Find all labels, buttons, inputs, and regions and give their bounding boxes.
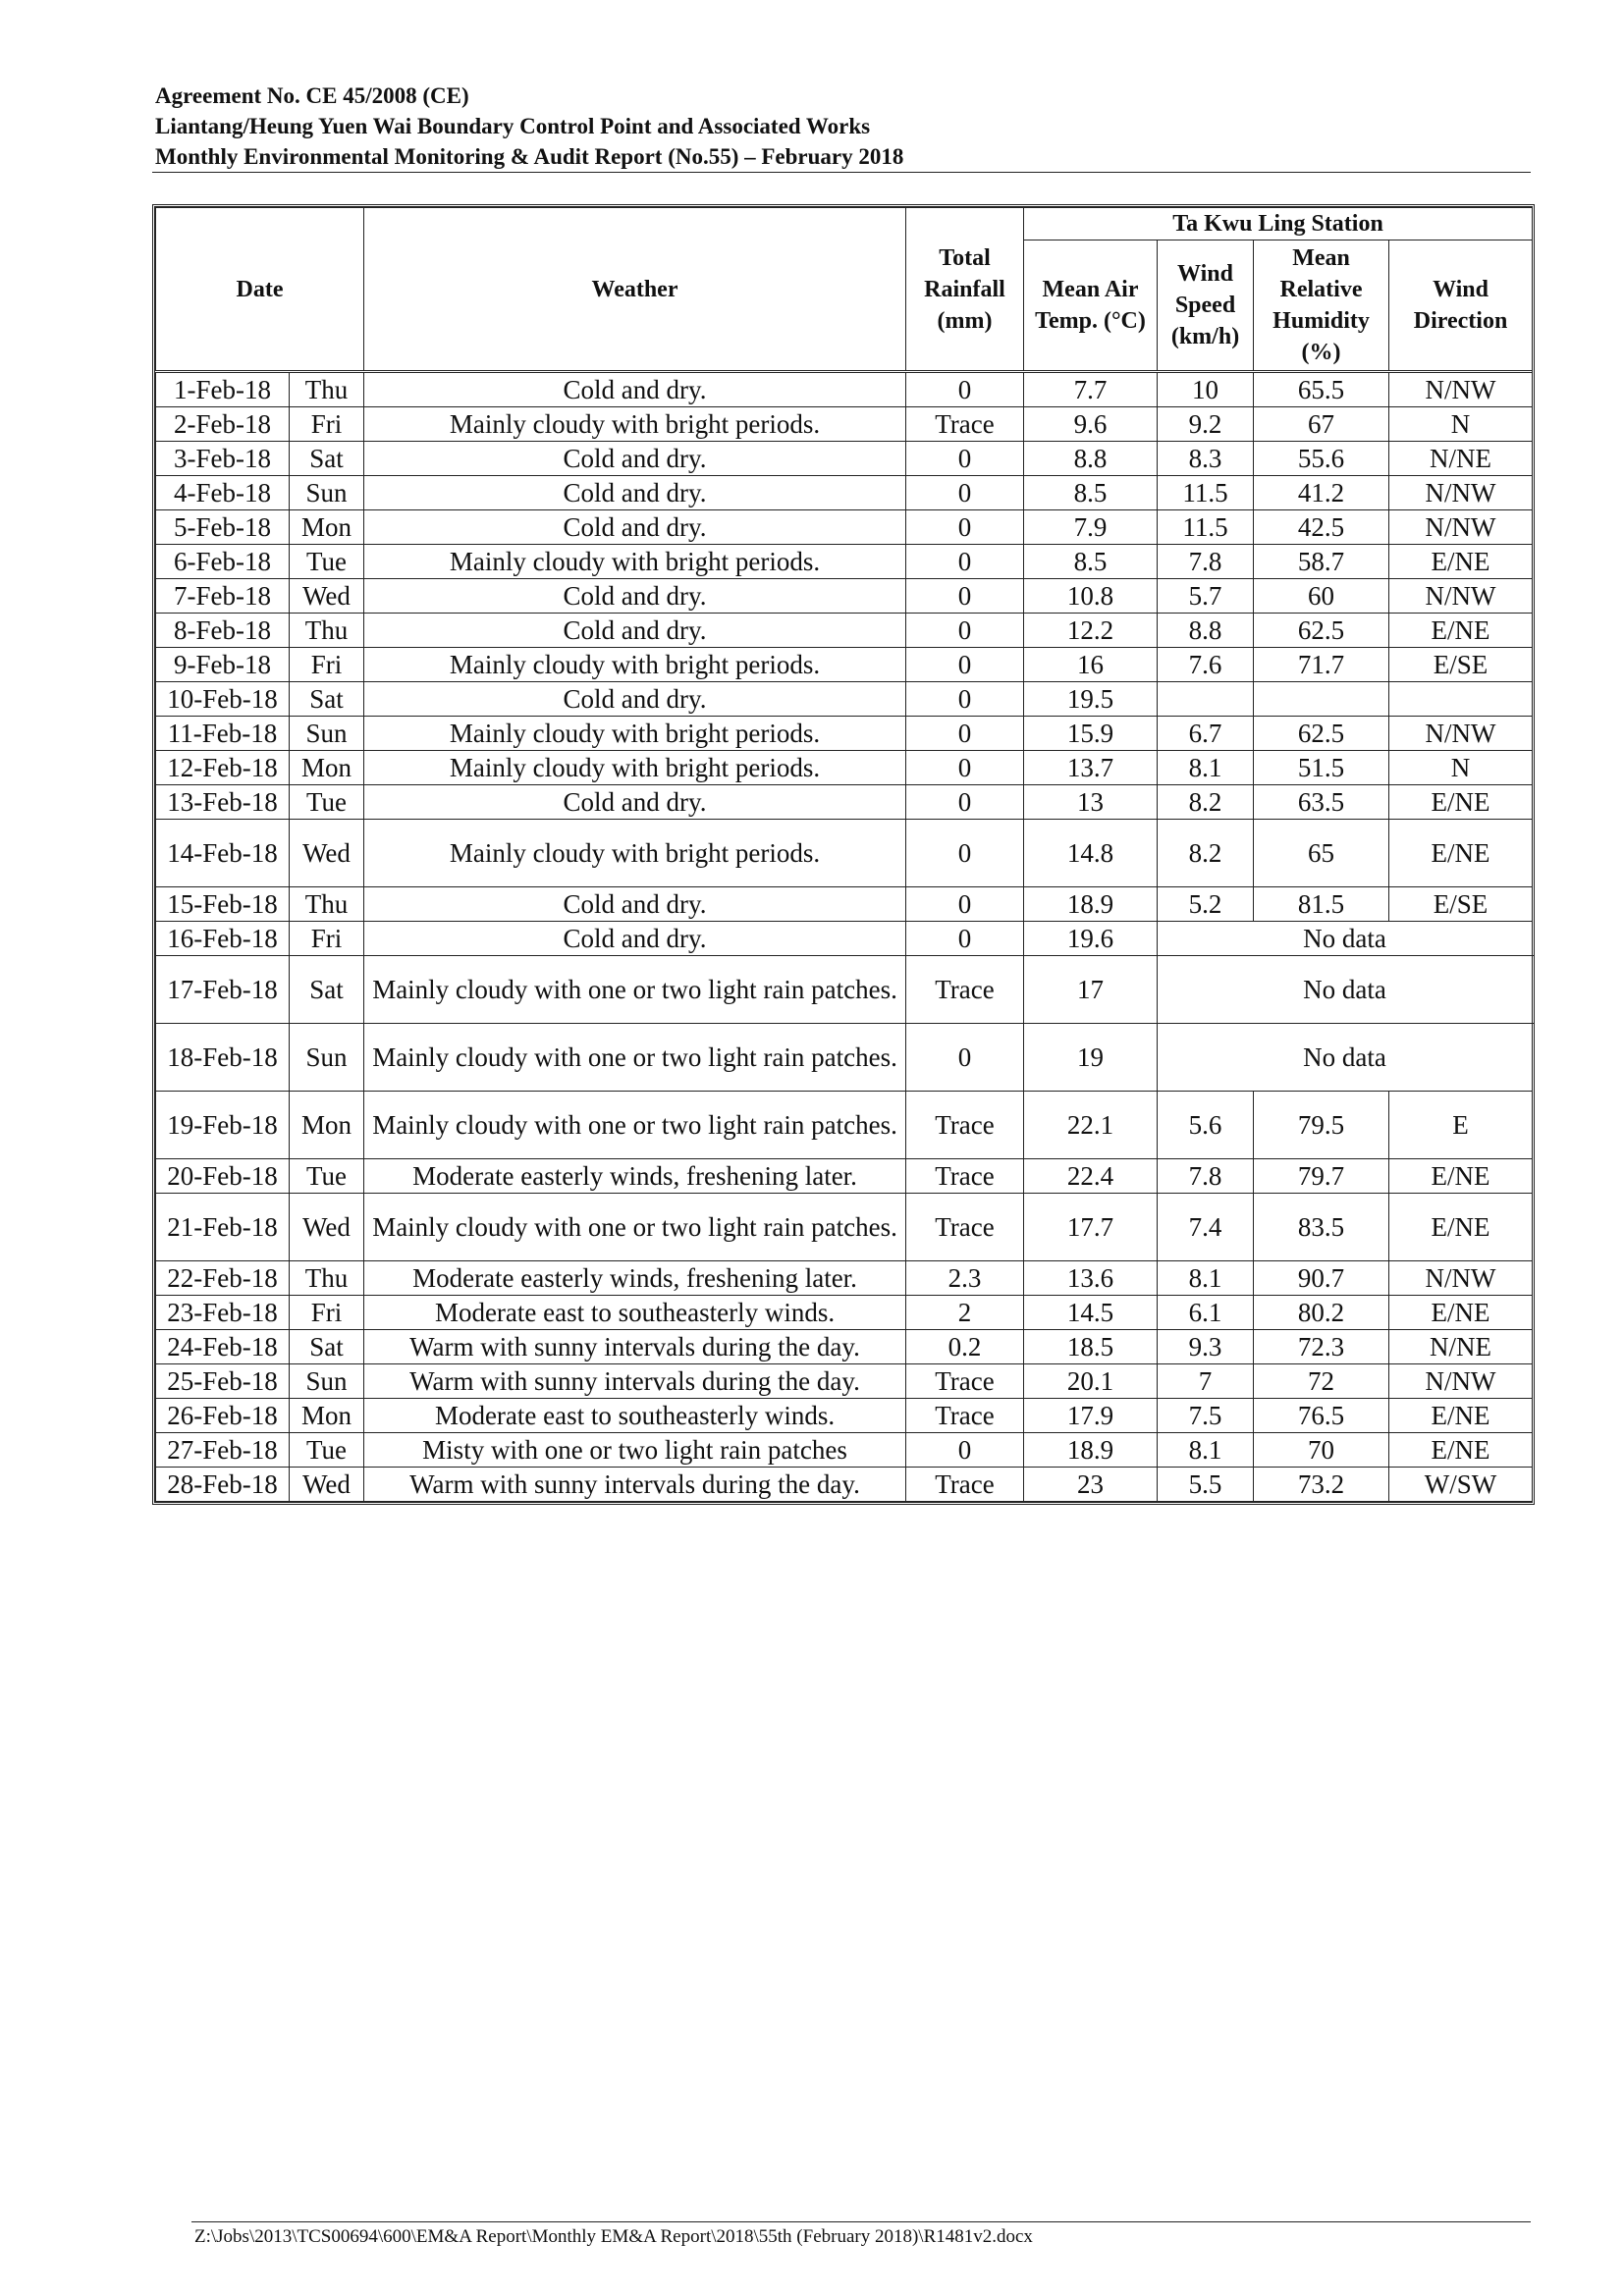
weather-table-frame [152, 204, 1535, 1505]
header-divider [152, 172, 1531, 173]
cell-date: 4-Feb-18 [156, 476, 290, 510]
cell-day: Tue [290, 1159, 364, 1194]
project-title: Liantang/Heung Yuen Wai Boundary Control Point and Associated Works [155, 114, 871, 138]
cell-temp: 23 [1024, 1468, 1158, 1502]
cell-day: Sun [290, 1024, 364, 1092]
cell-humidity: 70 [1254, 1433, 1389, 1468]
cell-date: 19-Feb-18 [156, 1092, 290, 1159]
cell-temp: 9.6 [1024, 407, 1158, 442]
table-row [156, 579, 1533, 614]
table-row [156, 1296, 1533, 1330]
cell-day: Sun [290, 1364, 364, 1399]
cell-rainfall: 0 [906, 510, 1024, 545]
agreement-number: Agreement No. CE 45/2008 (CE) [155, 83, 469, 108]
cell-humidity: 65.5 [1254, 372, 1389, 407]
cell-rainfall: Trace [906, 1159, 1024, 1194]
cell-temp: 18.5 [1024, 1330, 1158, 1364]
table-row [156, 1159, 1533, 1194]
cell-wind-speed [1158, 682, 1254, 717]
cell-weather: Cold and dry. [364, 442, 906, 476]
cell-weather: Cold and dry. [364, 579, 906, 614]
cell-wind-speed: 8.1 [1158, 751, 1254, 785]
table-row [156, 820, 1533, 887]
cell-weather: Moderate easterly winds, freshening later. [364, 1261, 906, 1296]
cell-rainfall: 0 [906, 1024, 1024, 1092]
cell-humidity [1254, 682, 1389, 717]
cell-wind-direction: E/SE [1389, 648, 1533, 682]
table-row [156, 1024, 1533, 1092]
cell-wind-speed: 5.6 [1158, 1092, 1254, 1159]
cell-day: Wed [290, 579, 364, 614]
table-row [156, 614, 1533, 648]
cell-wind-direction: N/NW [1389, 717, 1533, 751]
cell-date: 11-Feb-18 [156, 717, 290, 751]
cell-temp: 10.8 [1024, 579, 1158, 614]
cell-wind-direction [1389, 682, 1533, 717]
cell-rainfall: 0 [906, 545, 1024, 579]
cell-weather: Moderate east to southeasterly winds. [364, 1399, 906, 1433]
table-row [156, 785, 1533, 820]
cell-wind-speed: 7.5 [1158, 1399, 1254, 1433]
cell-date: 21-Feb-18 [156, 1194, 290, 1261]
cell-wind-speed: 5.2 [1158, 887, 1254, 922]
table-row [156, 1261, 1533, 1296]
cell-temp: 7.7 [1024, 372, 1158, 407]
header-weather: Weather [364, 208, 906, 372]
cell-humidity: 62.5 [1254, 717, 1389, 751]
cell-day: Tue [290, 1433, 364, 1468]
cell-date: 5-Feb-18 [156, 510, 290, 545]
cell-rainfall: 0 [906, 717, 1024, 751]
cell-temp: 19.6 [1024, 922, 1158, 956]
cell-temp: 15.9 [1024, 717, 1158, 751]
cell-wind-speed: 8.1 [1158, 1261, 1254, 1296]
cell-wind-speed: 8.1 [1158, 1433, 1254, 1468]
cell-date: 9-Feb-18 [156, 648, 290, 682]
cell-wind-speed: 5.7 [1158, 579, 1254, 614]
cell-wind-direction: N/NE [1389, 442, 1533, 476]
cell-humidity: 72 [1254, 1364, 1389, 1399]
cell-no-data: No data [1158, 922, 1533, 956]
cell-day: Fri [290, 1296, 364, 1330]
cell-wind-direction: N/NW [1389, 1261, 1533, 1296]
cell-wind-direction: N/NW [1389, 510, 1533, 545]
report-header [155, 80, 1530, 172]
cell-temp: 20.1 [1024, 1364, 1158, 1399]
cell-day: Wed [290, 1468, 364, 1502]
cell-wind-direction: N [1389, 407, 1533, 442]
cell-day: Tue [290, 785, 364, 820]
table-row [156, 510, 1533, 545]
table-row [156, 372, 1533, 407]
cell-temp: 14.8 [1024, 820, 1158, 887]
cell-day: Sat [290, 956, 364, 1024]
cell-wind-direction: E/NE [1389, 785, 1533, 820]
cell-day: Thu [290, 372, 364, 407]
file-path: Z:\Jobs\2013\TCS00694\600\EM&A Report\Monthly EM&A Report\2018\55th (February 2018)\R1481v2.docx [194, 2226, 1033, 2247]
cell-day: Wed [290, 820, 364, 887]
cell-weather: Cold and dry. [364, 887, 906, 922]
cell-weather: Mainly cloudy with one or two light rain patches. [364, 956, 906, 1024]
cell-weather: Cold and dry. [364, 922, 906, 956]
table-row [156, 1092, 1533, 1159]
cell-temp: 14.5 [1024, 1296, 1158, 1330]
cell-temp: 12.2 [1024, 614, 1158, 648]
cell-date: 15-Feb-18 [156, 887, 290, 922]
cell-wind-direction: E/SE [1389, 887, 1533, 922]
cell-humidity: 90.7 [1254, 1261, 1389, 1296]
header-wind-direction: Wind Direction [1389, 240, 1533, 372]
cell-weather: Warm with sunny intervals during the day. [364, 1468, 906, 1502]
cell-temp: 7.9 [1024, 510, 1158, 545]
table-row [156, 1194, 1533, 1261]
cell-day: Fri [290, 922, 364, 956]
cell-rainfall: 2 [906, 1296, 1024, 1330]
cell-weather: Moderate easterly winds, freshening later. [364, 1159, 906, 1194]
cell-wind-speed: 7.8 [1158, 545, 1254, 579]
cell-rainfall: Trace [906, 1399, 1024, 1433]
table-row [156, 442, 1533, 476]
cell-wind-speed: 7 [1158, 1364, 1254, 1399]
cell-date: 27-Feb-18 [156, 1433, 290, 1468]
cell-weather: Mainly cloudy with bright periods. [364, 648, 906, 682]
cell-wind-direction: E/NE [1389, 1399, 1533, 1433]
cell-wind-speed: 9.3 [1158, 1330, 1254, 1364]
cell-date: 6-Feb-18 [156, 545, 290, 579]
cell-wind-direction: N/NW [1389, 372, 1533, 407]
cell-temp: 19.5 [1024, 682, 1158, 717]
cell-rainfall: 0 [906, 442, 1024, 476]
cell-weather: Mainly cloudy with bright periods. [364, 407, 906, 442]
cell-weather: Mainly cloudy with bright periods. [364, 820, 906, 887]
cell-day: Mon [290, 751, 364, 785]
cell-rainfall: Trace [906, 407, 1024, 442]
cell-temp: 22.1 [1024, 1092, 1158, 1159]
table-row [156, 922, 1533, 956]
cell-date: 1-Feb-18 [156, 372, 290, 407]
table-row [156, 648, 1533, 682]
cell-humidity: 51.5 [1254, 751, 1389, 785]
cell-temp: 22.4 [1024, 1159, 1158, 1194]
cell-wind-direction: N/NW [1389, 1364, 1533, 1399]
cell-temp: 13 [1024, 785, 1158, 820]
cell-rainfall: Trace [906, 1468, 1024, 1502]
report-title: Monthly Environmental Monitoring & Audit Report (No.55) – February 2018 [155, 144, 904, 169]
cell-weather: Mainly cloudy with bright periods. [364, 751, 906, 785]
cell-wind-speed: 8.2 [1158, 785, 1254, 820]
weather-table-body [156, 372, 1533, 1502]
cell-temp: 8.5 [1024, 545, 1158, 579]
cell-rainfall: 0 [906, 785, 1024, 820]
cell-rainfall: 0 [906, 751, 1024, 785]
cell-humidity: 79.7 [1254, 1159, 1389, 1194]
cell-temp: 19 [1024, 1024, 1158, 1092]
cell-humidity: 76.5 [1254, 1399, 1389, 1433]
cell-weather: Mainly cloudy with one or two light rain patches. [364, 1092, 906, 1159]
table-row [156, 545, 1533, 579]
cell-date: 2-Feb-18 [156, 407, 290, 442]
cell-rainfall: 0 [906, 1433, 1024, 1468]
cell-rainfall: Trace [906, 1364, 1024, 1399]
table-row [156, 1468, 1533, 1502]
table-row [156, 751, 1533, 785]
cell-rainfall: 2.3 [906, 1261, 1024, 1296]
cell-wind-direction: N/NW [1389, 476, 1533, 510]
cell-humidity: 81.5 [1254, 887, 1389, 922]
cell-rainfall: 0 [906, 579, 1024, 614]
cell-weather: Cold and dry. [364, 372, 906, 407]
cell-rainfall: 0 [906, 476, 1024, 510]
cell-date: 24-Feb-18 [156, 1330, 290, 1364]
cell-humidity: 65 [1254, 820, 1389, 887]
cell-day: Fri [290, 648, 364, 682]
cell-wind-speed: 6.1 [1158, 1296, 1254, 1330]
cell-day: Wed [290, 1194, 364, 1261]
cell-wind-direction: E/NE [1389, 1433, 1533, 1468]
cell-wind-speed: 8.3 [1158, 442, 1254, 476]
cell-date: 26-Feb-18 [156, 1399, 290, 1433]
cell-date: 10-Feb-18 [156, 682, 290, 717]
cell-rainfall: Trace [906, 1194, 1024, 1261]
cell-wind-direction: N/NW [1389, 579, 1533, 614]
cell-weather: Misty with one or two light rain patches [364, 1433, 906, 1468]
cell-wind-speed: 9.2 [1158, 407, 1254, 442]
cell-wind-speed: 5.5 [1158, 1468, 1254, 1502]
cell-rainfall: 0 [906, 820, 1024, 887]
cell-weather: Warm with sunny intervals during the day. [364, 1364, 906, 1399]
cell-temp: 8.8 [1024, 442, 1158, 476]
table-row [156, 887, 1533, 922]
cell-wind-speed: 8.2 [1158, 820, 1254, 887]
cell-date: 13-Feb-18 [156, 785, 290, 820]
header-rainfall: Total Rainfall (mm) [906, 208, 1024, 372]
cell-date: 16-Feb-18 [156, 922, 290, 956]
footer-divider [191, 2221, 1531, 2222]
cell-rainfall: 0 [906, 922, 1024, 956]
cell-date: 7-Feb-18 [156, 579, 290, 614]
table-row [156, 956, 1533, 1024]
cell-wind-speed: 7.8 [1158, 1159, 1254, 1194]
table-row [156, 717, 1533, 751]
cell-day: Sun [290, 717, 364, 751]
cell-temp: 8.5 [1024, 476, 1158, 510]
cell-humidity: 67 [1254, 407, 1389, 442]
cell-humidity: 42.5 [1254, 510, 1389, 545]
cell-day: Fri [290, 407, 364, 442]
cell-humidity: 60 [1254, 579, 1389, 614]
cell-wind-direction: E/NE [1389, 614, 1533, 648]
cell-weather: Mainly cloudy with bright periods. [364, 545, 906, 579]
cell-humidity: 79.5 [1254, 1092, 1389, 1159]
cell-humidity: 63.5 [1254, 785, 1389, 820]
cell-weather: Mainly cloudy with one or two light rain patches. [364, 1194, 906, 1261]
cell-rainfall: 0 [906, 682, 1024, 717]
cell-day: Sat [290, 682, 364, 717]
cell-rainfall: 0 [906, 372, 1024, 407]
cell-temp: 17.9 [1024, 1399, 1158, 1433]
cell-date: 18-Feb-18 [156, 1024, 290, 1092]
table-row [156, 1364, 1533, 1399]
cell-rainfall: Trace [906, 1092, 1024, 1159]
cell-wind-speed: 11.5 [1158, 476, 1254, 510]
cell-weather: Cold and dry. [364, 785, 906, 820]
cell-temp: 18.9 [1024, 1433, 1158, 1468]
cell-weather: Cold and dry. [364, 682, 906, 717]
cell-wind-speed: 8.8 [1158, 614, 1254, 648]
cell-wind-direction: N [1389, 751, 1533, 785]
cell-temp: 17 [1024, 956, 1158, 1024]
header-temp: Mean Air Temp. (°C) [1024, 240, 1158, 372]
cell-day: Thu [290, 614, 364, 648]
cell-day: Sat [290, 1330, 364, 1364]
header-station: Ta Kwu Ling Station [1024, 208, 1533, 240]
cell-date: 3-Feb-18 [156, 442, 290, 476]
cell-date: 12-Feb-18 [156, 751, 290, 785]
cell-wind-direction: E [1389, 1092, 1533, 1159]
cell-rainfall: 0 [906, 614, 1024, 648]
table-row [156, 1433, 1533, 1468]
cell-date: 17-Feb-18 [156, 956, 290, 1024]
cell-no-data: No data [1158, 1024, 1533, 1092]
cell-wind-speed: 7.4 [1158, 1194, 1254, 1261]
cell-humidity: 72.3 [1254, 1330, 1389, 1364]
cell-rainfall: 0 [906, 887, 1024, 922]
cell-weather: Moderate east to southeasterly winds. [364, 1296, 906, 1330]
header-wind-speed: Wind Speed (km/h) [1158, 240, 1254, 372]
cell-date: 25-Feb-18 [156, 1364, 290, 1399]
cell-date: 23-Feb-18 [156, 1296, 290, 1330]
cell-humidity: 83.5 [1254, 1194, 1389, 1261]
cell-day: Mon [290, 1092, 364, 1159]
cell-humidity: 41.2 [1254, 476, 1389, 510]
table-row [156, 1399, 1533, 1433]
cell-temp: 17.7 [1024, 1194, 1158, 1261]
cell-humidity: 80.2 [1254, 1296, 1389, 1330]
cell-wind-direction: N/NE [1389, 1330, 1533, 1364]
cell-weather: Mainly cloudy with one or two light rain patches. [364, 1024, 906, 1092]
cell-date: 14-Feb-18 [156, 820, 290, 887]
cell-day: Sat [290, 442, 364, 476]
weather-table [155, 207, 1533, 1502]
header-date: Date [156, 208, 364, 372]
table-row [156, 682, 1533, 717]
cell-humidity: 55.6 [1254, 442, 1389, 476]
cell-wind-speed: 7.6 [1158, 648, 1254, 682]
cell-wind-direction: E/NE [1389, 1159, 1533, 1194]
cell-weather: Cold and dry. [364, 614, 906, 648]
cell-temp: 18.9 [1024, 887, 1158, 922]
cell-rainfall: 0.2 [906, 1330, 1024, 1364]
cell-temp: 13.6 [1024, 1261, 1158, 1296]
cell-wind-direction: E/NE [1389, 820, 1533, 887]
cell-wind-direction: E/NE [1389, 1194, 1533, 1261]
cell-weather: Cold and dry. [364, 510, 906, 545]
cell-day: Mon [290, 510, 364, 545]
cell-weather: Mainly cloudy with bright periods. [364, 717, 906, 751]
cell-day: Thu [290, 887, 364, 922]
table-row [156, 1330, 1533, 1364]
cell-wind-speed: 11.5 [1158, 510, 1254, 545]
cell-date: 22-Feb-18 [156, 1261, 290, 1296]
table-row [156, 476, 1533, 510]
cell-weather: Cold and dry. [364, 476, 906, 510]
cell-wind-direction: E/NE [1389, 1296, 1533, 1330]
table-row [156, 407, 1533, 442]
cell-date: 28-Feb-18 [156, 1468, 290, 1502]
cell-humidity: 73.2 [1254, 1468, 1389, 1502]
cell-wind-direction: E/NE [1389, 545, 1533, 579]
cell-humidity: 62.5 [1254, 614, 1389, 648]
cell-wind-direction: W/SW [1389, 1468, 1533, 1502]
cell-date: 8-Feb-18 [156, 614, 290, 648]
cell-date: 20-Feb-18 [156, 1159, 290, 1194]
cell-rainfall: Trace [906, 956, 1024, 1024]
cell-day: Thu [290, 1261, 364, 1296]
cell-no-data: No data [1158, 956, 1533, 1024]
cell-wind-speed: 6.7 [1158, 717, 1254, 751]
cell-day: Tue [290, 545, 364, 579]
header-humidity: Mean Relative Humidity (%) [1254, 240, 1389, 372]
cell-humidity: 71.7 [1254, 648, 1389, 682]
cell-day: Sun [290, 476, 364, 510]
cell-temp: 13.7 [1024, 751, 1158, 785]
cell-wind-speed: 10 [1158, 372, 1254, 407]
cell-humidity: 58.7 [1254, 545, 1389, 579]
cell-day: Mon [290, 1399, 364, 1433]
cell-rainfall: 0 [906, 648, 1024, 682]
cell-weather: Warm with sunny intervals during the day. [364, 1330, 906, 1364]
cell-temp: 16 [1024, 648, 1158, 682]
